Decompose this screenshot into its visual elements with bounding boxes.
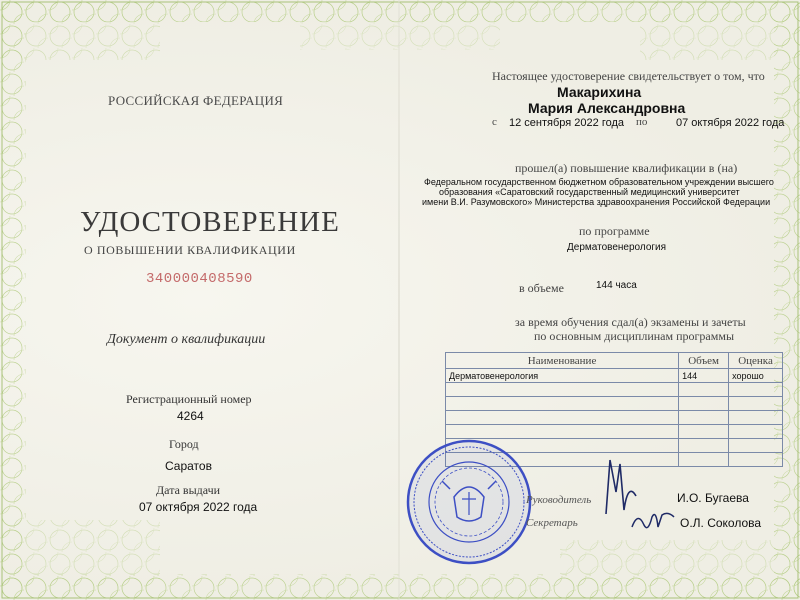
table-cell	[729, 425, 783, 439]
city-label: Город	[169, 437, 199, 451]
table-cell	[729, 383, 783, 397]
secretary-signature-icon	[628, 507, 678, 535]
table-cell	[679, 453, 729, 467]
column-header-name: Наименование	[446, 353, 679, 369]
official-seal-icon	[404, 437, 534, 567]
secretary-name: О.Л. Соколова	[680, 516, 762, 530]
table-cell: Дерматовенерология	[446, 369, 679, 383]
period-to-label: по	[636, 116, 648, 128]
table-cell	[446, 383, 679, 397]
grades-table-header	[446, 353, 783, 369]
table-cell	[679, 383, 729, 397]
table-cell	[679, 411, 729, 425]
period-from-label: с	[492, 116, 497, 128]
document-subtitle: О ПОВЫШЕНИИ КВАЛИФИКАЦИИ	[84, 243, 296, 257]
table-cell	[679, 397, 729, 411]
period-from-value: 12 сентября 2022 года	[509, 117, 624, 129]
serial-number: 340000408590	[146, 271, 253, 287]
exams-statement-line-2: по основным дисциплинам программы	[534, 329, 735, 343]
table-cell	[729, 453, 783, 467]
institution-line-2: образования «Саратовский государственный медицинский университет	[439, 187, 740, 197]
head-name: И.О. Бугаева	[677, 491, 749, 505]
volume-label: в объеме	[519, 281, 564, 295]
holder-given-names: Мария Александровна	[528, 100, 686, 116]
exams-statement-line-1: за время обучения сдал(а) экзамены и зачеты	[515, 315, 746, 329]
table-row	[446, 397, 783, 411]
table-cell	[446, 411, 679, 425]
center-fold	[398, 0, 400, 600]
table-cell: хорошо	[729, 369, 783, 383]
registration-number-value: 4264	[177, 409, 204, 423]
program-value: Дерматовенерология	[567, 242, 667, 253]
registration-number-label: Регистрационный номер	[126, 392, 252, 406]
column-header-grade: Оценка	[729, 353, 783, 369]
column-header-volume: Объем	[679, 353, 729, 369]
training-statement: прошел(а) повышение квалификации в (на)	[515, 161, 738, 175]
table-cell	[729, 397, 783, 411]
program-label: по программе	[579, 224, 650, 238]
table-row	[446, 369, 783, 383]
certification-intro: Настоящее удостоверение свидетельствует о том, что	[492, 69, 765, 83]
table-cell	[679, 425, 729, 439]
institution-line-3: имени В.И. Разумовского» Министерства здравоохранения Российской Федерации	[422, 197, 771, 207]
issue-date-label: Дата выдачи	[156, 483, 221, 497]
table-row	[446, 411, 783, 425]
head-label: Руководитель	[526, 494, 592, 506]
table-row	[446, 383, 783, 397]
secretary-label: Секретарь	[526, 517, 578, 529]
table-cell	[679, 439, 729, 453]
table-cell	[729, 439, 783, 453]
table-cell: 144	[679, 369, 729, 383]
table-cell	[729, 411, 783, 425]
table-cell	[446, 397, 679, 411]
country-name: РОССИЙСКАЯ ФЕДЕРАЦИЯ	[108, 93, 284, 108]
holder-surname: Макарихина	[557, 84, 642, 100]
period-to-value: 07 октября 2022 года	[676, 117, 785, 129]
issue-date-value: 07 октября 2022 года	[139, 500, 258, 514]
document-title: УДОСТОВЕРЕНИЕ	[80, 206, 340, 238]
city-value: Саратов	[165, 459, 212, 473]
document-type: Документ о квалификации	[107, 332, 266, 347]
institution-line-1: Федеральном государственном бюджетном образовательном учреждении высшего	[424, 177, 774, 187]
volume-value: 144 часа	[596, 280, 637, 291]
